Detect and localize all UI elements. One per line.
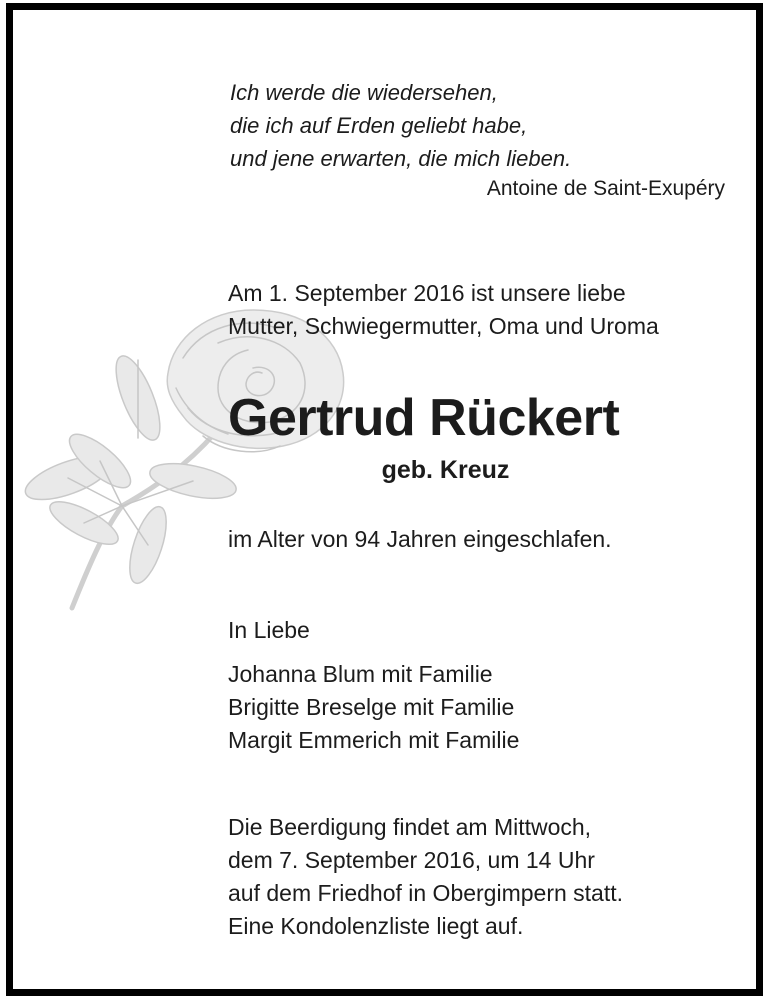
quote-block xyxy=(230,76,571,175)
funeral-line: Die Beerdigung findet am Mittwoch, xyxy=(228,814,592,840)
announcement-line: Am 1. September 2016 ist unsere liebe xyxy=(228,280,626,306)
funeral-info-block xyxy=(228,811,623,943)
deceased-name: Gertrud Rückert xyxy=(228,389,620,447)
funeral-line: dem 7. September 2016, um 14 Uhr xyxy=(228,847,595,873)
mourners-list xyxy=(228,658,519,757)
mourner-line: Margit Emmerich mit Familie xyxy=(228,727,520,753)
announcement-block xyxy=(228,277,659,343)
closing-line: In Liebe xyxy=(228,617,310,643)
funeral-line: Eine Kondolenzliste liegt auf. xyxy=(228,913,524,939)
quote-line: und jene erwarten, die mich lieben. xyxy=(230,146,572,171)
mourner-line: Brigitte Breselge mit Familie xyxy=(228,694,515,720)
quote-line: die ich auf Erden geliebt habe, xyxy=(230,113,528,138)
mourner-line: Johanna Blum mit Familie xyxy=(228,661,493,687)
announcement-line: Mutter, Schwiegermutter, Oma und Uroma xyxy=(228,313,659,339)
quote-line: Ich werde die wiedersehen, xyxy=(230,80,498,105)
quote-attribution: Antoine de Saint-Exupéry xyxy=(486,177,725,200)
death-statement: im Alter von 94 Jahren eingeschlafen. xyxy=(228,526,612,552)
maiden-name: geb. Kreuz xyxy=(381,456,510,484)
funeral-line: auf dem Friedhof in Obergimpern statt. xyxy=(228,880,624,906)
